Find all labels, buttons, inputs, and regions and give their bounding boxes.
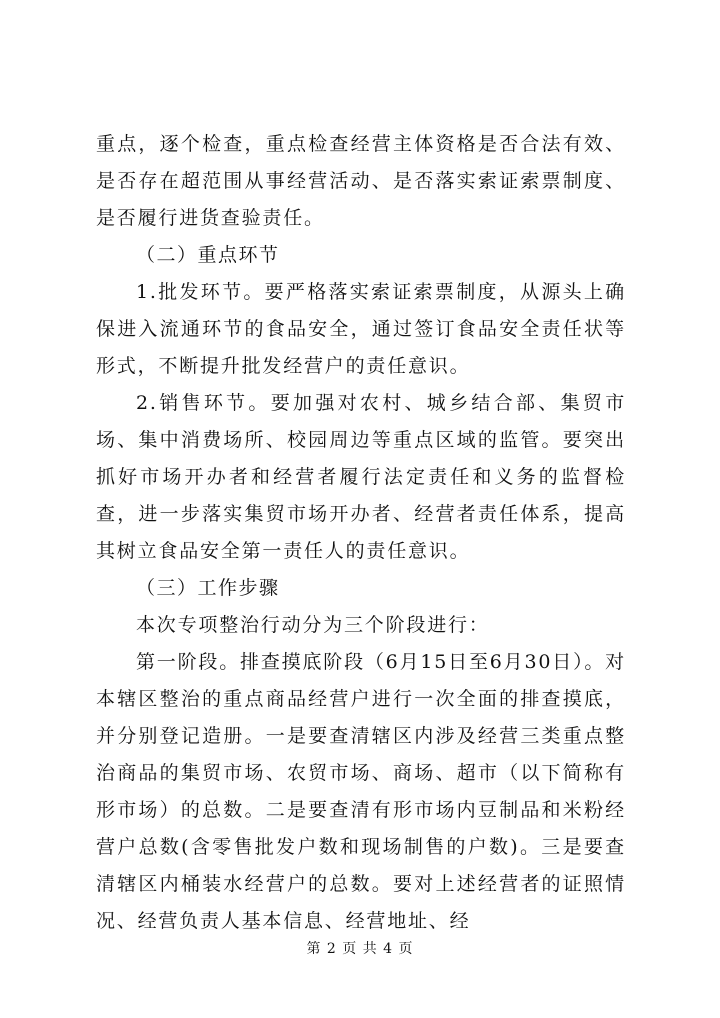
section-heading-work-steps: （三）工作步骤 (136, 577, 280, 599)
paragraph-stages-intro: 本次专项整治行动分为三个阶段进行： (136, 614, 490, 636)
page-footer: 第 2 页 共 4 页 (306, 941, 414, 957)
document-body (96, 126, 626, 940)
paragraph-0: 重点，逐个检查，重点检查经营主体资格是否合法有效、是否存在超范围从事经营活动、是否落实索证索票制度、是否履行进货查验责任。 (96, 133, 626, 229)
section-heading-key-links: （二）重点环节 (136, 244, 280, 266)
paragraph-stage-one: 第一阶段。排查摸底阶段（6月15日至6月30日）。对本辖区整治的重点商品经营户进行一次全面的排查摸底，并分别登记造册。一是要查清辖区内涉及经营三类重点整治商品的集贸市场、农贸市场、商场、超市（以下简称有形市场）的总数。二是要查清有形市场内豆制品和米粉经营户总数(含零售批发户数和现场制售的户数)。三是要查清辖区内桶装水经营户的总数。要对上述经营者的证照情况、经营负责人基本信息、经营地址、经 (96, 651, 626, 932)
paragraph-wholesale: 1.批发环节。要严格落实索证索票制度，从源头上确保进入流通环节的食品安全，通过签订食品安全责任状等形式，不断提升批发经营户的责任意识。 (96, 281, 626, 377)
paragraph-sales: 2.销售环节。要加强对农村、城乡结合部、集贸市场、集中消费场所、校园周边等重点区域的监管。要突出抓好市场开办者和经营者履行法定责任和义务的监督检查，进一步落实集贸市场开办者、经营者责任体系，提高其树立食品安全第一责任人的责任意识。 (96, 392, 626, 562)
